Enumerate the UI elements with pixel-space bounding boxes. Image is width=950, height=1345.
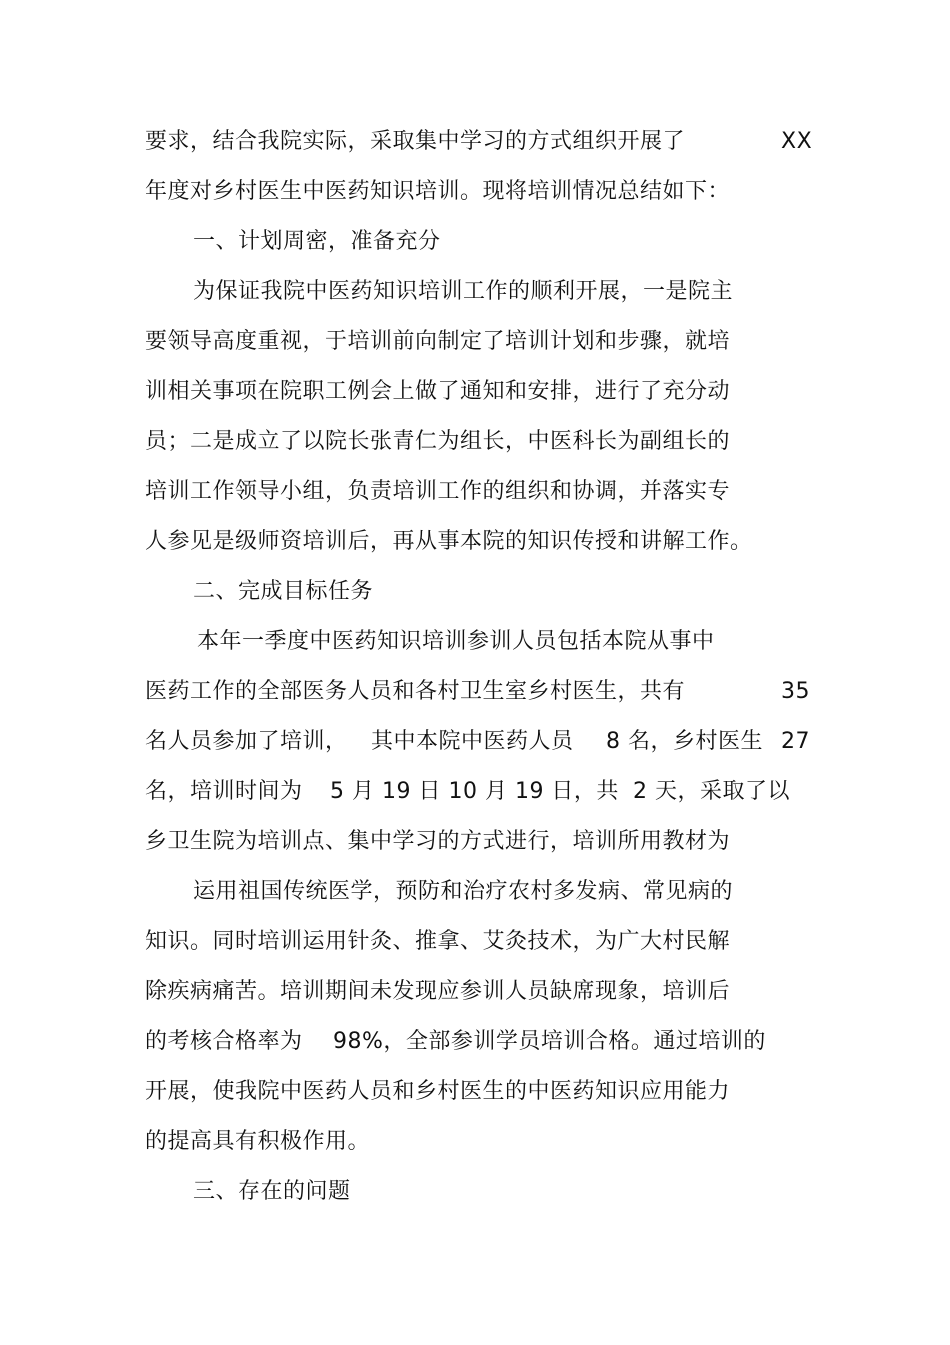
text-segment: 一、计划周密，准备充分 [193, 229, 441, 254]
text-segment: 培训工作领导小组，负责培训工作的组织和协调，并落实专 [145, 479, 731, 504]
text-segment: XX [781, 129, 813, 154]
text-segment: 35 [781, 679, 810, 704]
text-segment: 5 月 19 日 10 月 19 日，共 [330, 779, 619, 804]
text-segment: 要领导高度重视，于培训前向制定了培训计划和步骤，就培 [145, 329, 731, 354]
text-segment: 乡卫生院为培训点、集中学习的方式进行，培训所用教材为 [145, 829, 731, 854]
text-segment: 的提高具有积极作用。 [145, 1129, 371, 1154]
text-segment: 的考核合格率为 [145, 1029, 303, 1054]
text-segment: 98%，全部参训学员培训合格。通过培训的 [333, 1029, 766, 1054]
text-segment: 2 天，采取了以 [633, 779, 790, 804]
text-segment: 训相关事项在院职工例会上做了通知和安排，进行了充分动 [145, 379, 731, 404]
text-segment: 除疾病痛苦。培训期间未发现应参训人员缺席现象，培训后 [145, 979, 731, 1004]
text-segment: 医药工作的全部医务人员和各村卫生室乡村医生，共有 [145, 679, 686, 704]
text-segment: 三、存在的问题 [193, 1179, 351, 1204]
text-segment: 人参见是级师资培训后，再从事本院的知识传授和讲解工作。 [145, 529, 753, 554]
text-segment: 运用祖国传统医学，预防和治疗农村多发病、常见病的 [193, 879, 734, 904]
text-segment: 为保证我院中医药知识培训工作的顺利开展，一是院主 [193, 279, 734, 304]
text-segment: 年度对乡村医生中医药知识培训。现将培训情况总结如下： [145, 179, 731, 204]
text-segment: 本年一季度中医药知识培训参训人员包括本院从事中 [197, 629, 715, 654]
text-segment: 名人员参加了培训， [145, 729, 348, 754]
text-segment: 要求，结合我院实际，采取集中学习的方式组织开展了 [145, 129, 686, 154]
text-segment: 名，培训时间为 [145, 779, 303, 804]
text-segment: 27 [781, 729, 810, 754]
text-segment: 其中本院中医药人员 [371, 729, 574, 754]
text-segment: 8 名，乡村医生 [606, 729, 763, 754]
text-segment: 开展，使我院中医药人员和乡村医生的中医药知识应用能力 [145, 1079, 731, 1104]
text-segment: 二、完成目标任务 [193, 579, 374, 604]
text-segment: 员；二是成立了以院长张青仁为组长，中医科长为副组长的 [145, 429, 731, 454]
text-segment: 知识。同时培训运用针灸、推拿、艾灸技术，为广大村民解 [145, 929, 731, 954]
